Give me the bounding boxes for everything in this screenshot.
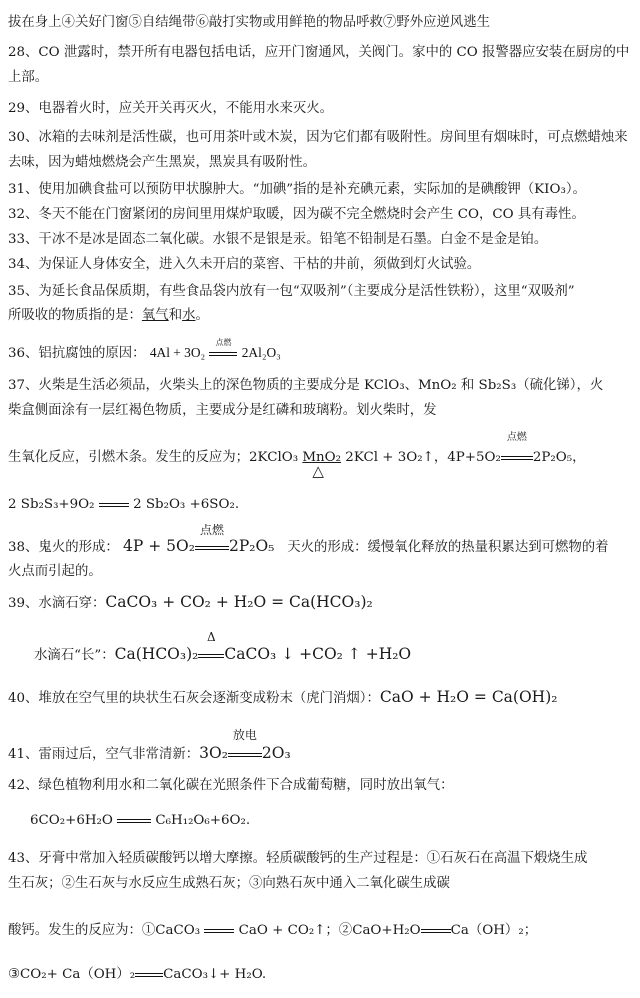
- item-38: [8, 523, 632, 556]
- item-37-line3: [8, 432, 632, 480]
- item-36: [8, 338, 632, 362]
- condition-discharge: 放电: [232, 728, 257, 742]
- end-mark: ；: [523, 923, 538, 938]
- answer-oxygen: 氧气: [141, 308, 169, 323]
- equation-38-sign: [195, 523, 229, 556]
- equation-36-products: 2Al₂O₃: [241, 345, 281, 360]
- reaction-kclo3-reactant: 2KClO₃: [249, 450, 299, 465]
- equation-38-products: 2P₂O₅: [228, 537, 275, 555]
- item-33: 33、干冰不是冰是固态二氧化碳。水银不是银是汞。铅笔不铅制是石墨。白金不是金是铂。: [8, 232, 548, 247]
- line-fire-escape-tips: 拔在身上④关好门窗⑤自结绳带⑥敲打实物或用鲜艳的物品呼救⑦野外应逆风逃生: [8, 15, 491, 30]
- equation-36-reactants: 4Al + 3O₂: [149, 345, 206, 360]
- equation-42-products: C₆H₁₂O₆+6O₂: [155, 813, 246, 828]
- equation-41-product: 2O₃: [261, 744, 291, 762]
- item-28: 28、CO 泄露时，禁开所有电器包括电话，应开门窗通风，关阀门。家中的 CO 报警器应安装在厨房的中上部。: [8, 45, 630, 85]
- equation-39b-products: CaCO₃ ↓ +CO₂ ↑ +H₂O: [224, 645, 412, 663]
- condition-ignite: 点燃: [506, 432, 527, 443]
- item-35-end: 。: [195, 308, 209, 323]
- reaction-slaking-reactants: CaO+H₂O: [352, 923, 421, 938]
- item-37-text: 生氧化反应，引燃木条。发生的反应为；: [8, 450, 250, 465]
- item-37-line2: 柴盒侧面涂有一层红褐色物质，主要成分是红磷和玻璃粉。划火柴时，发: [8, 403, 437, 418]
- reaction-kclo3-sign: [302, 449, 342, 480]
- item-43-line4: [8, 966, 632, 983]
- step-2-marker: ；②: [325, 923, 353, 938]
- item-41-text: 41、雷雨过后，空气非常清新：: [8, 747, 200, 762]
- item-38-natural-fire: 天火的形成：缓慢氧化释放的热量积累达到可燃物的着: [287, 540, 609, 555]
- item-39-stalactite-text: 水滴石“长”：: [34, 648, 115, 663]
- end-mark: .: [261, 967, 267, 982]
- item-40: [8, 689, 632, 707]
- item-30: 30、冰箱的去味剂是活性碳，也可用茶叶或木炭，因为它们都有吸附性。房间里有烟味时，可点燃蜡烛来去味，因为蜡烛燃烧会产生黑炭，黑炭具有吸附性。: [8, 130, 628, 170]
- item-34: 34、为保证人身体安全，进入久未开启的菜窖、干枯的井前，须做到灯火试验。: [8, 257, 481, 272]
- reaction-carbonation-sign: [135, 966, 163, 983]
- equation-38-reactants: 4P + 5O₂: [123, 537, 195, 555]
- reaction-phosphorus-reactants: 4P+5O₂: [447, 450, 501, 465]
- reaction-carbonation-reactants: CO₂+ Ca（OH）₂: [20, 967, 136, 982]
- item-29: 29、电器着火时，应关开关再灭火，不能用水来灭火。: [8, 101, 334, 116]
- item-38-text: 38、鬼火的形成：: [8, 540, 119, 555]
- item-31: 31、使用加碘食盐可以预防甲状腺肿大。“加碘”指的是补充碘元素，实际加的是碘酸钾（KIO₃）。: [8, 182, 586, 197]
- reaction-calcination-reactant: CaCO₃: [155, 923, 201, 938]
- separator: ，: [433, 450, 448, 465]
- equation-39b-reactant: Ca(HCO₃)₂: [114, 645, 199, 663]
- item-32: 32、冬天不能在门窗紧闭的房间里用煤炉取暖，因为碳不完全燃烧时会产生 CO，CO 具有毒性。: [8, 207, 585, 222]
- reaction-carbonation-products: CaCO₃↓+ H₂O: [163, 967, 262, 982]
- reaction-slaking-sign: [421, 922, 451, 939]
- heat-symbol: △: [312, 462, 324, 480]
- equation-39: CaCO₃ + CO₂ + H₂O = Ca(HCO₃)₂: [105, 593, 373, 611]
- item-43-line1: 43、牙膏中常加入轻质碳酸钙以增大摩擦。轻质碳酸钙的生产过程是：①石灰石在高温下煅烧生成: [8, 851, 588, 866]
- equation-42-sign: [117, 812, 151, 829]
- condition-ignite: 点燃: [215, 338, 232, 347]
- item-35-and: 和: [168, 308, 183, 323]
- reaction-phosphorus-sign: [501, 432, 533, 466]
- condition-ignite: 点燃: [199, 523, 224, 537]
- end-mark: .: [245, 813, 251, 828]
- equation-42-reactants: 6CO₂+6H₂O: [30, 813, 113, 828]
- equation-41-sign: [228, 728, 262, 763]
- reaction-kclo3-products: 2KCl + 3O₂↑: [345, 450, 434, 465]
- reaction-slaking-product: Ca（OH）₂: [450, 923, 524, 938]
- step-3-marker: ③: [8, 967, 21, 982]
- reaction-sb2s3-products: 2 Sb₂O₃ +6SO₂.: [133, 497, 240, 512]
- item-39-line2: [8, 630, 632, 664]
- item-42: 42、绿色植物利用水和二氧化碳在光照条件下合成葡萄糖，同时放出氧气：: [8, 778, 454, 793]
- catalyst-mno2: MnO₂: [302, 450, 342, 465]
- end-mark: ，: [572, 450, 586, 465]
- reaction-calcination-products: CaO + CO₂↑: [238, 923, 326, 938]
- item-39: [8, 594, 632, 612]
- heat-symbol: Δ: [207, 630, 216, 644]
- item-43-line2: 生石灰；②生石灰与水反应生成熟石灰；③向熟石灰中通入二氧化碳生成碳: [8, 876, 450, 891]
- item-35-line1: 35、为延长食品保质期，有些食品袋内放有一包“双吸剂”（主要成分是活性铁粉），这里“双吸剂”: [8, 284, 575, 299]
- item-42-equation: [8, 812, 632, 829]
- reaction-phosphorus-products: 2P₂O₅: [532, 450, 573, 465]
- reaction-sb2s3-sign: [99, 496, 129, 513]
- equation-36-sign: [209, 338, 237, 362]
- equation-40: CaO + H₂O = Ca(OH)₂: [379, 688, 558, 706]
- reaction-sb2s3-reactants: 2 Sb₂S₃+9O₂: [8, 497, 95, 512]
- item-35-text: 所吸收的物质指的是：: [8, 308, 142, 323]
- item-41: [8, 728, 632, 763]
- item-38-line2: 火点而引起的。: [8, 564, 102, 579]
- item-35-line2: [8, 307, 632, 324]
- equation-41-reactant: 3O₂: [199, 744, 228, 762]
- item-43-line3: [8, 922, 632, 939]
- item-37-line4: [8, 496, 632, 513]
- item-36-text: 36、铝抗腐蚀的原因：: [8, 346, 146, 361]
- item-40-text: 40、堆放在空气里的块状生石灰会逐渐变成粉末（虎门消烟）：: [8, 691, 380, 706]
- item-43-text: 酸钙。发生的反应为：①: [8, 923, 156, 938]
- item-39-text: 39、水滴石穿：: [8, 596, 106, 611]
- reaction-calcination-sign: [204, 922, 234, 939]
- answer-water: 水: [182, 308, 196, 323]
- item-37-line1: 37、火柴是生活必须品，火柴头上的深色物质的主要成分是 KClO₃、MnO₂ 和 Sb₂S₃（硫化锑），火: [8, 378, 604, 393]
- equation-39b-sign: [198, 630, 224, 664]
